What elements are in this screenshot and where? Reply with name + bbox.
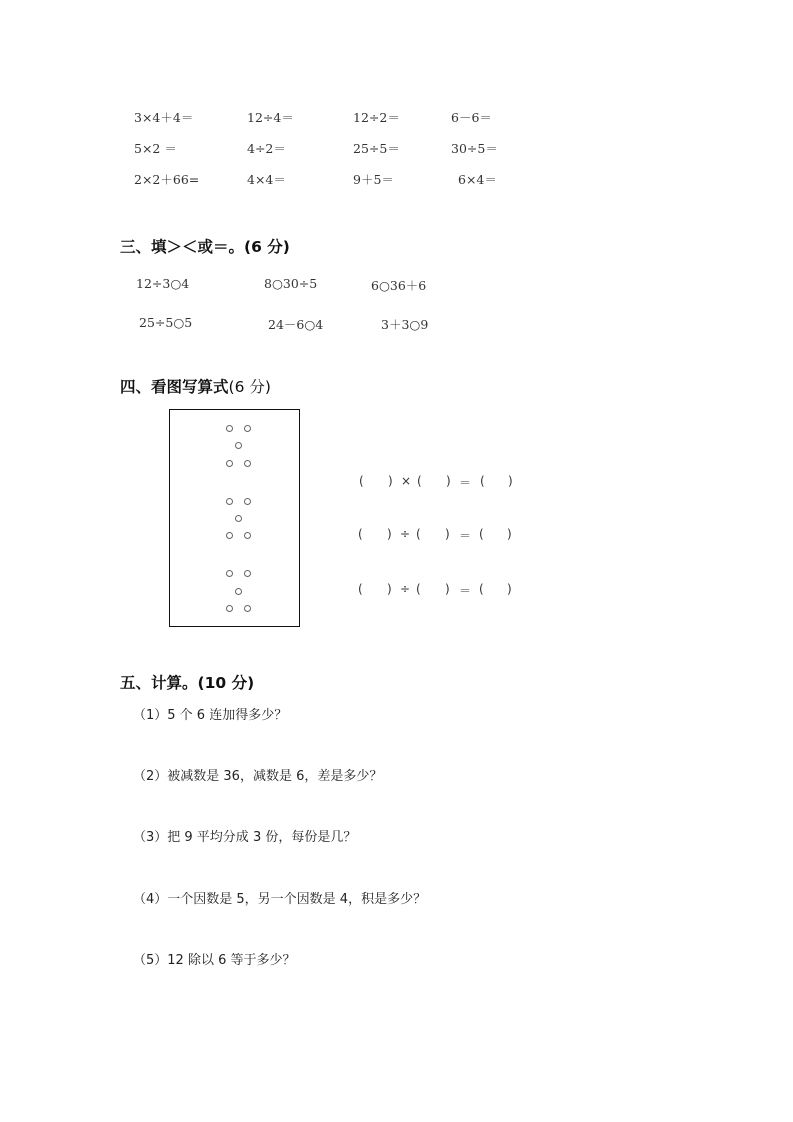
open-paren: ( bbox=[359, 474, 364, 488]
expression: 4×4＝ bbox=[247, 172, 286, 187]
section-5-points: (10 分) bbox=[197, 674, 255, 692]
question-4: （4）一个因数是 5，另一个因数是 4，积是多少？ bbox=[133, 892, 427, 907]
expression: 3×4＋4＝ bbox=[134, 110, 194, 125]
expression: 6－6＝ bbox=[451, 110, 492, 125]
close-paren: ) bbox=[508, 474, 513, 488]
close-paren: ) bbox=[387, 582, 392, 596]
section-3-title: 三、填＞＜或＝。 bbox=[120, 238, 245, 256]
question-3: （3）把 9 平均分成 3 份，每份是几？ bbox=[133, 830, 357, 845]
close-paren: ) bbox=[446, 474, 451, 488]
comparison-item: 12÷3○4 bbox=[136, 276, 190, 291]
divide-operator: ÷ bbox=[400, 582, 411, 596]
section-4-heading bbox=[120, 375, 271, 397]
expression: 5×2 ＝ bbox=[134, 141, 177, 156]
expression: 4÷2＝ bbox=[247, 141, 286, 156]
section-3-heading bbox=[120, 235, 290, 257]
circle-picture-box bbox=[169, 409, 300, 627]
circle-icon bbox=[226, 498, 233, 505]
circle-icon bbox=[244, 460, 251, 467]
circle-icon bbox=[226, 570, 233, 577]
equals-sign: ＝ bbox=[459, 584, 472, 598]
open-paren: ( bbox=[479, 527, 484, 541]
multiply-operator: × bbox=[401, 474, 412, 488]
open-paren: ( bbox=[417, 474, 422, 488]
open-paren: ( bbox=[479, 582, 484, 596]
expression: 6×4＝ bbox=[458, 172, 497, 187]
expression: 12÷2＝ bbox=[353, 110, 400, 125]
expression: 30÷5＝ bbox=[451, 141, 498, 156]
close-paren: ) bbox=[445, 582, 450, 596]
open-paren: ( bbox=[358, 527, 363, 541]
circle-icon bbox=[226, 532, 233, 539]
circle-icon bbox=[235, 588, 242, 595]
circle-icon bbox=[244, 498, 251, 505]
section-5-heading bbox=[120, 671, 254, 693]
circle-icon bbox=[244, 605, 251, 612]
circle-icon bbox=[226, 460, 233, 467]
question-5: （5）12 除以 6 等于多少？ bbox=[133, 953, 296, 968]
question-1: （1）5 个 6 连加得多少？ bbox=[133, 708, 288, 723]
close-paren: ) bbox=[387, 527, 392, 541]
circle-icon bbox=[244, 425, 251, 432]
expression: 12÷4＝ bbox=[247, 110, 294, 125]
open-paren: ( bbox=[416, 582, 421, 596]
expression: 2×2＋66= bbox=[134, 172, 200, 187]
close-paren: ) bbox=[507, 582, 512, 596]
close-paren: ) bbox=[388, 474, 393, 488]
close-paren: ) bbox=[445, 527, 450, 541]
circle-icon bbox=[226, 425, 233, 432]
expression: 25÷5＝ bbox=[353, 141, 400, 156]
circle-icon bbox=[244, 570, 251, 577]
close-paren: ) bbox=[507, 527, 512, 541]
open-paren: ( bbox=[416, 527, 421, 541]
circle-icon bbox=[244, 532, 251, 539]
open-paren: ( bbox=[358, 582, 363, 596]
section-4-points: (6 分) bbox=[228, 378, 271, 396]
comparison-item: 24－6○4 bbox=[268, 317, 324, 332]
equals-sign: ＝ bbox=[459, 529, 472, 543]
open-paren: ( bbox=[480, 474, 485, 488]
equals-sign: ＝ bbox=[459, 476, 472, 490]
section-5-title: 五、计算。 bbox=[120, 674, 198, 692]
circle-icon bbox=[226, 605, 233, 612]
divide-operator: ÷ bbox=[400, 527, 411, 541]
section-4-title: 四、看图写算式 bbox=[120, 378, 229, 396]
comparison-item: 6○36＋6 bbox=[371, 278, 427, 293]
section-3-points: (6 分) bbox=[244, 238, 290, 256]
question-2: （2）被减数是 36，减数是 6，差是多少？ bbox=[133, 769, 383, 784]
expression: 9＋5＝ bbox=[353, 172, 394, 187]
circle-icon bbox=[235, 442, 242, 449]
comparison-item: 3＋3○9 bbox=[381, 317, 429, 332]
comparison-item: 8○30÷5 bbox=[264, 276, 318, 291]
circle-icon bbox=[235, 515, 242, 522]
comparison-item: 25÷5○5 bbox=[139, 315, 193, 330]
